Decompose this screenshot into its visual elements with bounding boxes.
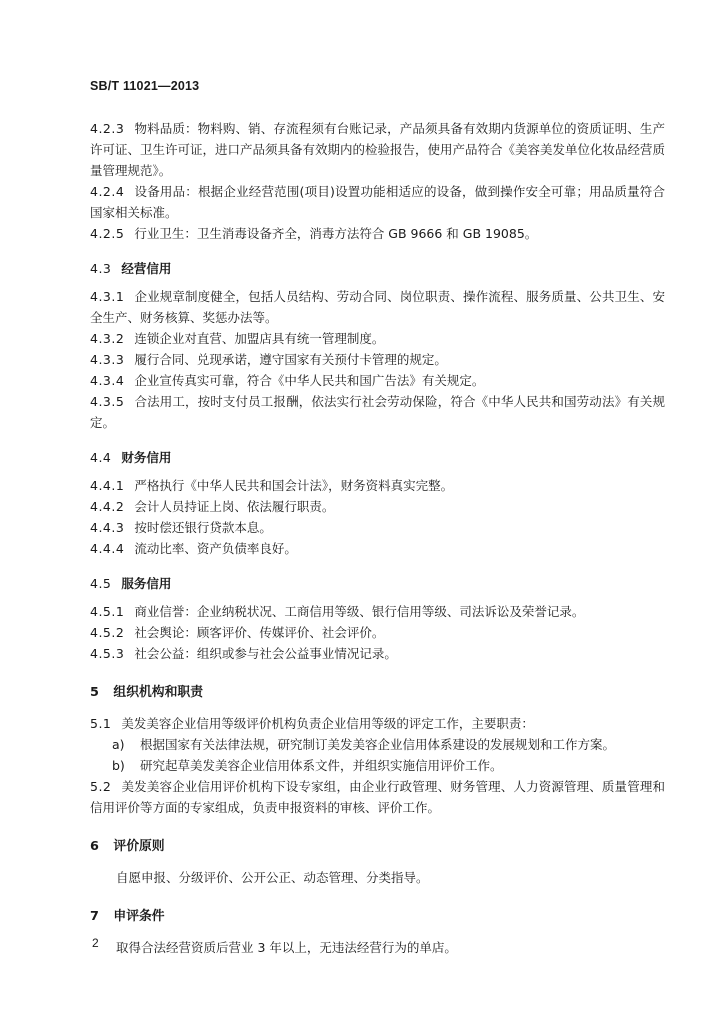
chapter-title: 组织机构和职责 [113,685,203,700]
clause-text: 行业卫生：卫生消毒设备齐全，消毒方法符合 GB 9666 和 GB 19085。 [134,226,538,241]
clause-5-1 [90,713,665,734]
chapter-number: 6 [90,839,100,854]
section-number: 4.3 [90,261,112,276]
clause-4-3-3 [90,349,665,370]
clause-text: 企业规章制度健全，包括人员结构、劳动合同、岗位职责、操作流程、服务质量、公共卫生、安全生产、财务核算、奖惩办法等。 [90,289,665,325]
clause-number: 4.3.4 [90,373,125,388]
clause-number: 4.4.1 [90,478,125,493]
page-number: 2 [92,936,99,950]
clause-text: 合法用工，按时支付员工报酬，依法实行社会劳动保险，符合《中华人民共和国劳动法》有关规定。 [90,394,665,430]
clause-number: 4.2.5 [90,226,125,241]
clause-text: 美发美容企业信用等级评价机构负责企业信用等级的评定工作，主要职责： [121,716,534,731]
clause-text: 连锁企业对直营、加盟店具有统一管理制度。 [134,331,385,346]
list-label: a) [112,737,125,752]
clause-4-5-1 [90,601,665,622]
document-body [90,118,665,958]
clause-4-4-4 [90,538,665,559]
list-text: 根据国家有关法律法规，研究制订美发美容企业信用体系建设的发展规划和工作方案。 [140,737,616,752]
clause-number: 4.3.1 [90,289,125,304]
clause-number: 5.1 [90,716,112,731]
standard-code: SB/T 11021—2013 [90,79,200,93]
clause-4-2-3 [90,118,665,181]
clause-text: 企业宣传真实可靠，符合《中华人民共和国广告法》有关规定。 [134,373,485,388]
clause-text: 社会舆论：顾客评价、传媒评价、社会评价。 [134,625,385,640]
clause-text: 履行合同、兑现承诺，遵守国家有关预付卡管理的规定。 [134,352,447,367]
clause-number: 4.3.5 [90,394,125,409]
clause-5-2 [90,776,665,818]
clause-number: 4.3.3 [90,352,125,367]
clause-text: 社会公益：组织或参与社会公益事业情况记录。 [134,646,397,661]
clause-number: 4.4.4 [90,541,125,556]
clause-number: 4.2.3 [90,121,125,136]
clause-4-4-2 [90,496,665,517]
chapter-title: 评价原则 [113,839,165,854]
clause-4-3-1 [90,286,665,328]
chapter-title: 申评条件 [113,909,165,924]
section-heading-4-4 [90,447,665,468]
chapter-heading-6 [90,836,665,857]
clause-text: 按时偿还银行贷款本息。 [134,520,272,535]
section-heading-4-3 [90,258,665,279]
clause-number: 4.4.2 [90,499,125,514]
clause-text: 流动比率、资产负债率良好。 [134,541,297,556]
chapter-6-text: 自愿申报、分级评价、公开公正、动态管理、分类指导。 [116,870,429,885]
clause-text: 会计人员持证上岗、依法履行职责。 [134,499,335,514]
clause-number: 4.2.4 [90,184,125,199]
clause-4-5-2 [90,622,665,643]
chapter-number: 7 [90,909,100,924]
clause-4-4-1 [90,475,665,496]
chapter-heading-5 [90,682,665,703]
chapter-heading-7 [90,906,665,927]
chapter-number: 5 [90,685,100,700]
list-item-a [112,734,665,755]
clause-4-5-3 [90,643,665,664]
clause-text: 商业信誉：企业纳税状况、工商信用等级、银行信用等级、司法诉讼及荣誉记录。 [134,604,585,619]
clause-text: 美发美容企业信用评价机构下设专家组，由企业行政管理、财务管理、人力资源管理、质量管理和信用评价等方面的专家组成，负责申报资料的审核、评价工作。 [90,779,665,815]
clause-number: 4.5.1 [90,604,125,619]
clause-text: 严格执行《中华人民共和国会计法》，财务资料真实完整。 [134,478,454,493]
list-text: 研究起草美发美容企业信用体系文件，并组织实施信用评价工作。 [140,758,503,773]
clause-4-2-5 [90,223,665,244]
list-item-b [112,755,665,776]
section-title: 经营信用 [121,261,172,276]
clause-number: 4.5.3 [90,646,125,661]
clause-4-2-4 [90,181,665,223]
section-title: 服务信用 [121,576,172,591]
section-heading-4-5 [90,573,665,594]
clause-4-4-3 [90,517,665,538]
section-title: 财务信用 [121,450,172,465]
clause-4-3-4 [90,370,665,391]
clause-number: 4.3.2 [90,331,125,346]
clause-4-3-2 [90,328,665,349]
clause-text: 物料品质：物料购、销、存流程须有台账记录，产品须具备有效期内货源单位的资质证明、生产许可证、卫生许可证，进口产品须具备有效期内的检验报告，使用产品符合《美容美发单位化妆品经营质量管理规范》。 [90,121,666,178]
clause-number: 5.2 [90,779,112,794]
clause-number: 4.4.3 [90,520,125,535]
clause-number: 4.5.2 [90,625,125,640]
section-number: 4.5 [90,576,112,591]
section-number: 4.4 [90,450,112,465]
chapter-7-text: 取得合法经营资质后营业 3 年以上，无违法经营行为的单店。 [116,940,457,955]
clause-text: 设备用品：根据企业经营范围(项目)设置功能相适应的设备，做到操作安全可靠；用品质量符合国家相关标准。 [90,184,665,220]
list-label: b) [112,758,125,773]
clause-4-3-5 [90,391,665,433]
